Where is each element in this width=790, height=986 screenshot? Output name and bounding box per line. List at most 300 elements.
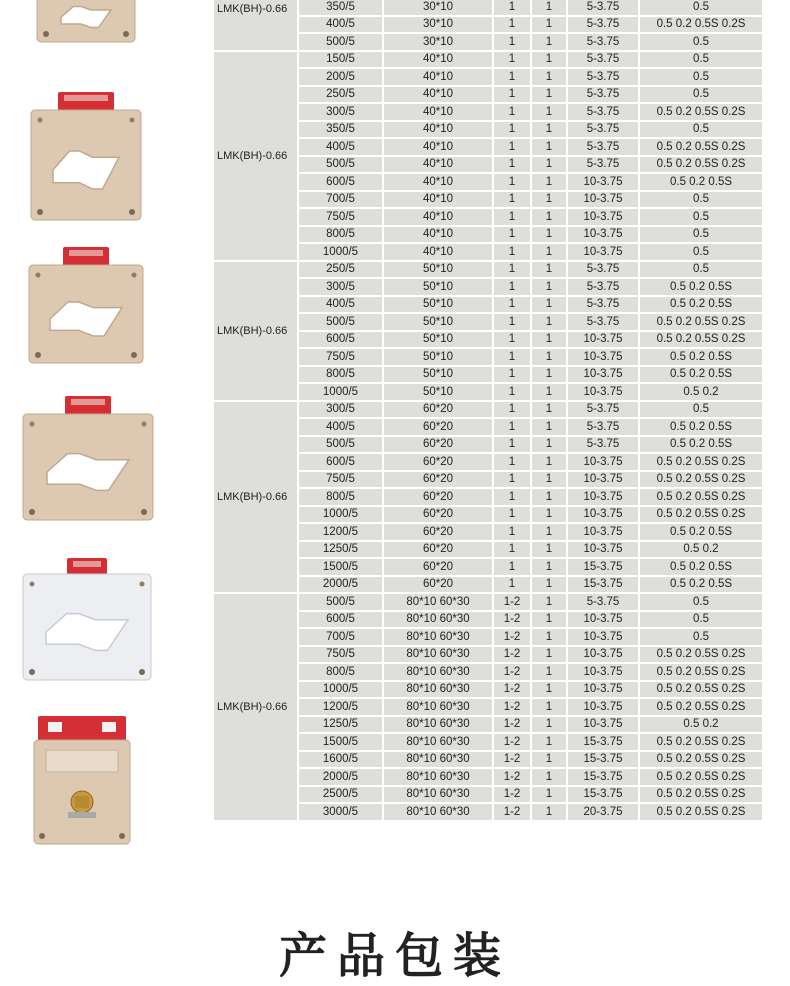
- accuracy-cell: 0.5 0.2: [639, 541, 763, 559]
- accuracy-cell: 0.5 0.2 0.5S 0.2S: [639, 751, 763, 769]
- secondary-cell: 1: [531, 348, 567, 366]
- table-row: [213, 0, 763, 16]
- accuracy-cell: 0.5: [639, 261, 763, 279]
- accuracy-cell: 0.5: [639, 226, 763, 244]
- secondary-cell: 1: [531, 0, 567, 16]
- ratio-cell: 500/5: [298, 313, 383, 331]
- turns-cell: 1: [493, 313, 531, 331]
- accuracy-cell: 0.5 0.2 0.5S 0.2S: [639, 103, 763, 121]
- table-row: [213, 261, 763, 279]
- product-image-1: [36, 0, 136, 49]
- accuracy-cell: 0.5 0.2 0.5S: [639, 558, 763, 576]
- ratio-cell: 350/5: [298, 0, 383, 16]
- turns-cell: 1: [493, 348, 531, 366]
- capacity-cell: 5-3.75: [567, 261, 639, 279]
- capacity-cell: 5-3.75: [567, 296, 639, 314]
- capacity-cell: 10-3.75: [567, 243, 639, 261]
- busbar-size-cell: 80*10 60*30: [383, 593, 493, 611]
- ratio-cell: 300/5: [298, 401, 383, 419]
- turns-cell: 1: [493, 138, 531, 156]
- ratio-cell: 500/5: [298, 436, 383, 454]
- ratio-cell: 750/5: [298, 208, 383, 226]
- busbar-size-cell: 60*20: [383, 576, 493, 594]
- busbar-size-cell: 50*10: [383, 313, 493, 331]
- ratio-cell: 600/5: [298, 173, 383, 191]
- busbar-size-cell: 80*10 60*30: [383, 663, 493, 681]
- turns-cell: 1: [493, 576, 531, 594]
- busbar-size-cell: 50*10: [383, 383, 493, 401]
- busbar-size-cell: 60*20: [383, 558, 493, 576]
- turns-cell: 1-2: [493, 751, 531, 769]
- accuracy-cell: 0.5 0.2 0.5S 0.2S: [639, 313, 763, 331]
- ratio-cell: 600/5: [298, 453, 383, 471]
- capacity-cell: 15-3.75: [567, 786, 639, 804]
- turns-cell: 1: [493, 278, 531, 296]
- capacity-cell: 5-3.75: [567, 156, 639, 174]
- capacity-cell: 5-3.75: [567, 121, 639, 139]
- busbar-size-cell: 40*10: [383, 51, 493, 69]
- busbar-size-cell: 60*20: [383, 488, 493, 506]
- turns-cell: 1: [493, 506, 531, 524]
- capacity-cell: 15-3.75: [567, 733, 639, 751]
- capacity-cell: 15-3.75: [567, 558, 639, 576]
- secondary-cell: 1: [531, 803, 567, 821]
- busbar-size-cell: 30*10: [383, 16, 493, 34]
- turns-cell: 1: [493, 523, 531, 541]
- secondary-cell: 1: [531, 68, 567, 86]
- busbar-size-cell: 40*10: [383, 226, 493, 244]
- secondary-cell: 1: [531, 471, 567, 489]
- ratio-cell: 750/5: [298, 646, 383, 664]
- turns-cell: 1: [493, 68, 531, 86]
- capacity-cell: 15-3.75: [567, 751, 639, 769]
- accuracy-cell: 0.5 0.2 0.5S 0.2S: [639, 488, 763, 506]
- accuracy-cell: 0.5 0.2 0.5S 0.2S: [639, 138, 763, 156]
- ratio-cell: 200/5: [298, 68, 383, 86]
- turns-cell: 1: [493, 226, 531, 244]
- accuracy-cell: 0.5 0.2 0.5S 0.2S: [639, 16, 763, 34]
- accuracy-cell: 0.5 0.2 0.5S 0.2S: [639, 331, 763, 349]
- table-row: [213, 51, 763, 69]
- capacity-cell: 10-3.75: [567, 646, 639, 664]
- busbar-size-cell: 50*10: [383, 348, 493, 366]
- accuracy-cell: 0.5 0.2 0.5S: [639, 523, 763, 541]
- accuracy-cell: 0.5: [639, 51, 763, 69]
- secondary-cell: 1: [531, 541, 567, 559]
- capacity-cell: 10-3.75: [567, 191, 639, 209]
- turns-cell: 1: [493, 471, 531, 489]
- ratio-cell: 250/5: [298, 86, 383, 104]
- capacity-cell: 10-3.75: [567, 331, 639, 349]
- ratio-cell: 2500/5: [298, 786, 383, 804]
- turns-cell: 1: [493, 0, 531, 16]
- capacity-cell: 15-3.75: [567, 768, 639, 786]
- secondary-cell: 1: [531, 296, 567, 314]
- busbar-size-cell: 80*10 60*30: [383, 611, 493, 629]
- capacity-cell: 10-3.75: [567, 611, 639, 629]
- busbar-size-cell: 50*10: [383, 278, 493, 296]
- turns-cell: 1-2: [493, 716, 531, 734]
- ratio-cell: 700/5: [298, 191, 383, 209]
- accuracy-cell: 0.5 0.2 0.5S: [639, 366, 763, 384]
- ratio-cell: 800/5: [298, 226, 383, 244]
- product-image-5: [22, 558, 152, 687]
- accuracy-cell: 0.5: [639, 611, 763, 629]
- accuracy-cell: 0.5 0.2 0.5S 0.2S: [639, 663, 763, 681]
- capacity-cell: 10-3.75: [567, 716, 639, 734]
- accuracy-cell: 0.5 0.2 0.5S: [639, 418, 763, 436]
- turns-cell: 1: [493, 51, 531, 69]
- secondary-cell: 1: [531, 243, 567, 261]
- turns-cell: 1: [493, 261, 531, 279]
- secondary-cell: 1: [531, 383, 567, 401]
- capacity-cell: 20-3.75: [567, 803, 639, 821]
- accuracy-cell: 0.5 0.2 0.5S: [639, 576, 763, 594]
- busbar-size-cell: 40*10: [383, 208, 493, 226]
- ratio-cell: 500/5: [298, 33, 383, 51]
- accuracy-cell: 0.5: [639, 0, 763, 16]
- accuracy-cell: 0.5 0.2 0.5S 0.2S: [639, 156, 763, 174]
- ratio-cell: 1000/5: [298, 383, 383, 401]
- secondary-cell: 1: [531, 261, 567, 279]
- ratio-cell: 500/5: [298, 156, 383, 174]
- capacity-cell: 5-3.75: [567, 313, 639, 331]
- turns-cell: 1-2: [493, 733, 531, 751]
- busbar-size-cell: 40*10: [383, 191, 493, 209]
- busbar-size-cell: 60*20: [383, 436, 493, 454]
- busbar-size-cell: 40*10: [383, 86, 493, 104]
- busbar-size-cell: 80*10 60*30: [383, 646, 493, 664]
- secondary-cell: 1: [531, 628, 567, 646]
- secondary-cell: 1: [531, 86, 567, 104]
- busbar-size-cell: 80*10 60*30: [383, 716, 493, 734]
- ratio-cell: 1500/5: [298, 558, 383, 576]
- secondary-cell: 1: [531, 611, 567, 629]
- ratio-cell: 1250/5: [298, 716, 383, 734]
- turns-cell: 1: [493, 33, 531, 51]
- busbar-size-cell: 80*10 60*30: [383, 768, 493, 786]
- ratio-cell: 700/5: [298, 628, 383, 646]
- capacity-cell: 10-3.75: [567, 628, 639, 646]
- turns-cell: 1: [493, 418, 531, 436]
- secondary-cell: 1: [531, 506, 567, 524]
- accuracy-cell: 0.5 0.2 0.5S: [639, 436, 763, 454]
- busbar-size-cell: 80*10 60*30: [383, 751, 493, 769]
- busbar-size-cell: 50*10: [383, 366, 493, 384]
- capacity-cell: 5-3.75: [567, 278, 639, 296]
- ratio-cell: 400/5: [298, 138, 383, 156]
- ratio-cell: 150/5: [298, 51, 383, 69]
- ratio-cell: 250/5: [298, 261, 383, 279]
- turns-cell: 1: [493, 331, 531, 349]
- product-image-3: [28, 247, 144, 370]
- ratio-cell: 300/5: [298, 103, 383, 121]
- secondary-cell: 1: [531, 576, 567, 594]
- turns-cell: 1-2: [493, 663, 531, 681]
- secondary-cell: 1: [531, 226, 567, 244]
- ratio-cell: 600/5: [298, 331, 383, 349]
- turns-cell: 1: [493, 436, 531, 454]
- secondary-cell: 1: [531, 33, 567, 51]
- turns-cell: 1: [493, 103, 531, 121]
- accuracy-cell: 0.5 0.2 0.5S 0.2S: [639, 803, 763, 821]
- capacity-cell: 10-3.75: [567, 366, 639, 384]
- ratio-cell: 3000/5: [298, 803, 383, 821]
- capacity-cell: 5-3.75: [567, 33, 639, 51]
- turns-cell: 1: [493, 488, 531, 506]
- busbar-size-cell: 40*10: [383, 173, 493, 191]
- secondary-cell: 1: [531, 558, 567, 576]
- secondary-cell: 1: [531, 523, 567, 541]
- secondary-cell: 1: [531, 751, 567, 769]
- secondary-cell: 1: [531, 418, 567, 436]
- busbar-size-cell: 40*10: [383, 138, 493, 156]
- capacity-cell: 5-3.75: [567, 436, 639, 454]
- spec-table: [212, 0, 764, 822]
- ratio-cell: 600/5: [298, 611, 383, 629]
- secondary-cell: 1: [531, 313, 567, 331]
- secondary-cell: 1: [531, 156, 567, 174]
- ratio-cell: 1000/5: [298, 506, 383, 524]
- capacity-cell: 5-3.75: [567, 16, 639, 34]
- ratio-cell: 1500/5: [298, 733, 383, 751]
- secondary-cell: 1: [531, 716, 567, 734]
- secondary-cell: 1: [531, 191, 567, 209]
- accuracy-cell: 0.5: [639, 68, 763, 86]
- ratio-cell: 400/5: [298, 418, 383, 436]
- turns-cell: 1: [493, 191, 531, 209]
- turns-cell: 1-2: [493, 611, 531, 629]
- capacity-cell: 5-3.75: [567, 51, 639, 69]
- busbar-size-cell: 80*10 60*30: [383, 803, 493, 821]
- capacity-cell: 5-3.75: [567, 86, 639, 104]
- turns-cell: 1-2: [493, 768, 531, 786]
- turns-cell: 1: [493, 453, 531, 471]
- busbar-size-cell: 60*20: [383, 506, 493, 524]
- busbar-size-cell: 40*10: [383, 156, 493, 174]
- turns-cell: 1: [493, 366, 531, 384]
- accuracy-cell: 0.5 0.2 0.5S: [639, 278, 763, 296]
- product-images: [0, 0, 205, 960]
- secondary-cell: 1: [531, 278, 567, 296]
- capacity-cell: 10-3.75: [567, 681, 639, 699]
- turns-cell: 1: [493, 156, 531, 174]
- busbar-size-cell: 60*20: [383, 541, 493, 559]
- ratio-cell: 1200/5: [298, 523, 383, 541]
- capacity-cell: 10-3.75: [567, 506, 639, 524]
- accuracy-cell: 0.5: [639, 191, 763, 209]
- capacity-cell: 5-3.75: [567, 401, 639, 419]
- ratio-cell: 2000/5: [298, 768, 383, 786]
- accuracy-cell: 0.5 0.2: [639, 716, 763, 734]
- turns-cell: 1: [493, 401, 531, 419]
- ratio-cell: 500/5: [298, 593, 383, 611]
- busbar-size-cell: 60*20: [383, 471, 493, 489]
- capacity-cell: 5-3.75: [567, 0, 639, 16]
- capacity-cell: 10-3.75: [567, 698, 639, 716]
- table-row: [213, 401, 763, 419]
- secondary-cell: 1: [531, 593, 567, 611]
- ratio-cell: 1000/5: [298, 681, 383, 699]
- secondary-cell: 1: [531, 16, 567, 34]
- capacity-cell: 5-3.75: [567, 68, 639, 86]
- capacity-cell: 10-3.75: [567, 488, 639, 506]
- capacity-cell: 5-3.75: [567, 138, 639, 156]
- turns-cell: 1: [493, 173, 531, 191]
- capacity-cell: 10-3.75: [567, 226, 639, 244]
- busbar-size-cell: 50*10: [383, 296, 493, 314]
- accuracy-cell: 0.5 0.2 0.5S 0.2S: [639, 698, 763, 716]
- accuracy-cell: 0.5 0.2 0.5S 0.2S: [639, 506, 763, 524]
- turns-cell: 1: [493, 558, 531, 576]
- turns-cell: 1-2: [493, 646, 531, 664]
- busbar-size-cell: 80*10 60*30: [383, 698, 493, 716]
- secondary-cell: 1: [531, 121, 567, 139]
- turns-cell: 1: [493, 383, 531, 401]
- capacity-cell: 5-3.75: [567, 593, 639, 611]
- secondary-cell: 1: [531, 208, 567, 226]
- model-cell: LMK(BH)-0.66: [213, 0, 298, 51]
- ratio-cell: 1250/5: [298, 541, 383, 559]
- turns-cell: 1: [493, 541, 531, 559]
- capacity-cell: 10-3.75: [567, 541, 639, 559]
- capacity-cell: 15-3.75: [567, 576, 639, 594]
- busbar-size-cell: 60*20: [383, 418, 493, 436]
- accuracy-cell: 0.5: [639, 593, 763, 611]
- model-cell: LMK(BH)-0.66: [213, 401, 298, 594]
- product-image-6: [32, 716, 132, 851]
- capacity-cell: 10-3.75: [567, 663, 639, 681]
- secondary-cell: 1: [531, 103, 567, 121]
- turns-cell: 1-2: [493, 681, 531, 699]
- ratio-cell: 800/5: [298, 488, 383, 506]
- ratio-cell: 750/5: [298, 471, 383, 489]
- capacity-cell: 5-3.75: [567, 103, 639, 121]
- product-image-4: [22, 396, 154, 527]
- accuracy-cell: 0.5: [639, 86, 763, 104]
- accuracy-cell: 0.5 0.2 0.5S 0.2S: [639, 681, 763, 699]
- busbar-size-cell: 80*10 60*30: [383, 786, 493, 804]
- secondary-cell: 1: [531, 698, 567, 716]
- turns-cell: 1: [493, 86, 531, 104]
- accuracy-cell: 0.5 0.2 0.5S 0.2S: [639, 453, 763, 471]
- secondary-cell: 1: [531, 768, 567, 786]
- ratio-cell: 350/5: [298, 121, 383, 139]
- busbar-size-cell: 30*10: [383, 0, 493, 16]
- busbar-size-cell: 50*10: [383, 261, 493, 279]
- model-cell: LMK(BH)-0.66: [213, 593, 298, 821]
- accuracy-cell: 0.5: [639, 628, 763, 646]
- accuracy-cell: 0.5 0.2 0.5S: [639, 348, 763, 366]
- busbar-size-cell: 40*10: [383, 103, 493, 121]
- turns-cell: 1-2: [493, 593, 531, 611]
- turns-cell: 1: [493, 121, 531, 139]
- capacity-cell: 10-3.75: [567, 173, 639, 191]
- accuracy-cell: 0.5 0.2 0.5S 0.2S: [639, 471, 763, 489]
- busbar-size-cell: 60*20: [383, 523, 493, 541]
- turns-cell: 1: [493, 208, 531, 226]
- secondary-cell: 1: [531, 401, 567, 419]
- secondary-cell: 1: [531, 173, 567, 191]
- ratio-cell: 800/5: [298, 366, 383, 384]
- accuracy-cell: 0.5 0.2 0.5S: [639, 173, 763, 191]
- capacity-cell: 10-3.75: [567, 523, 639, 541]
- accuracy-cell: 0.5: [639, 401, 763, 419]
- accuracy-cell: 0.5 0.2 0.5S 0.2S: [639, 786, 763, 804]
- busbar-size-cell: 80*10 60*30: [383, 733, 493, 751]
- turns-cell: 1: [493, 296, 531, 314]
- ratio-cell: 800/5: [298, 663, 383, 681]
- secondary-cell: 1: [531, 331, 567, 349]
- accuracy-cell: 0.5: [639, 33, 763, 51]
- busbar-size-cell: 80*10 60*30: [383, 628, 493, 646]
- secondary-cell: 1: [531, 488, 567, 506]
- turns-cell: 1: [493, 16, 531, 34]
- accuracy-cell: 0.5 0.2 0.5S 0.2S: [639, 646, 763, 664]
- accuracy-cell: 0.5 0.2 0.5S 0.2S: [639, 768, 763, 786]
- secondary-cell: 1: [531, 733, 567, 751]
- capacity-cell: 10-3.75: [567, 453, 639, 471]
- busbar-size-cell: 40*10: [383, 121, 493, 139]
- turns-cell: 1-2: [493, 786, 531, 804]
- capacity-cell: 10-3.75: [567, 383, 639, 401]
- accuracy-cell: 0.5 0.2 0.5S: [639, 296, 763, 314]
- turns-cell: 1-2: [493, 803, 531, 821]
- ratio-cell: 750/5: [298, 348, 383, 366]
- secondary-cell: 1: [531, 453, 567, 471]
- busbar-size-cell: 60*20: [383, 401, 493, 419]
- ratio-cell: 1000/5: [298, 243, 383, 261]
- turns-cell: 1-2: [493, 698, 531, 716]
- secondary-cell: 1: [531, 51, 567, 69]
- ratio-cell: 300/5: [298, 278, 383, 296]
- capacity-cell: 5-3.75: [567, 418, 639, 436]
- table-row: [213, 593, 763, 611]
- secondary-cell: 1: [531, 436, 567, 454]
- secondary-cell: 1: [531, 366, 567, 384]
- busbar-size-cell: 30*10: [383, 33, 493, 51]
- capacity-cell: 10-3.75: [567, 471, 639, 489]
- secondary-cell: 1: [531, 663, 567, 681]
- capacity-cell: 10-3.75: [567, 348, 639, 366]
- product-image-2: [30, 92, 142, 227]
- section-heading: 产品包装: [278, 928, 511, 984]
- ratio-cell: 2000/5: [298, 576, 383, 594]
- accuracy-cell: 0.5: [639, 243, 763, 261]
- secondary-cell: 1: [531, 786, 567, 804]
- ratio-cell: 400/5: [298, 296, 383, 314]
- secondary-cell: 1: [531, 646, 567, 664]
- accuracy-cell: 0.5 0.2 0.5S 0.2S: [639, 733, 763, 751]
- turns-cell: 1-2: [493, 628, 531, 646]
- ratio-cell: 1600/5: [298, 751, 383, 769]
- busbar-size-cell: 40*10: [383, 68, 493, 86]
- busbar-size-cell: 60*20: [383, 453, 493, 471]
- secondary-cell: 1: [531, 681, 567, 699]
- capacity-cell: 10-3.75: [567, 208, 639, 226]
- accuracy-cell: 0.5 0.2: [639, 383, 763, 401]
- busbar-size-cell: 50*10: [383, 331, 493, 349]
- accuracy-cell: 0.5: [639, 121, 763, 139]
- busbar-size-cell: 40*10: [383, 243, 493, 261]
- turns-cell: 1: [493, 243, 531, 261]
- accuracy-cell: 0.5: [639, 208, 763, 226]
- ratio-cell: 1200/5: [298, 698, 383, 716]
- model-cell: LMK(BH)-0.66: [213, 261, 298, 401]
- model-cell: LMK(BH)-0.66: [213, 51, 298, 261]
- secondary-cell: 1: [531, 138, 567, 156]
- busbar-size-cell: 80*10 60*30: [383, 681, 493, 699]
